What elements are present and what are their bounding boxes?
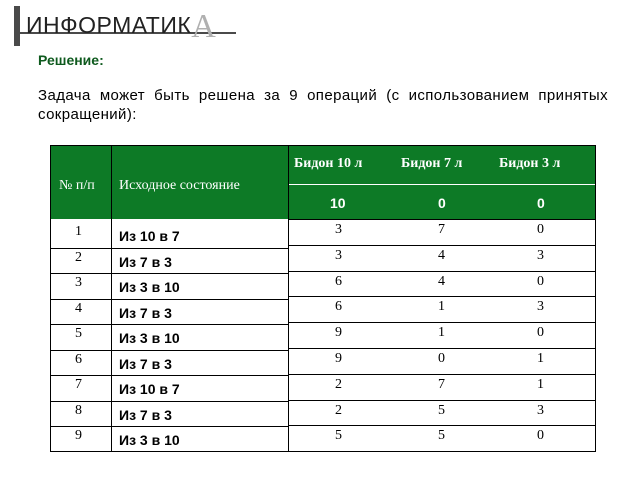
cell-can-3: 3 [537,299,544,315]
row-divider-right [288,296,595,297]
row-number: 1 [75,224,82,239]
row-divider-left [51,273,288,274]
row-number: 2 [75,249,82,265]
row-number: 3 [75,275,82,290]
row-operation: Из 7 в 3 [119,253,172,270]
row-number: 6 [75,351,82,367]
cell-can-10: 2 [335,402,342,418]
header-can-3: Бидон 3 л [499,156,561,171]
row-operation: Из 3 в 10 [119,279,180,295]
row-divider-left [51,299,288,300]
row-divider-right [288,245,595,246]
cell-can-3: 0 [537,325,544,341]
row-operation: Из 10 в 7 [119,381,180,397]
initial-can-3: 0 [537,195,545,211]
divider-state-column [288,146,289,451]
row-divider-right [288,322,595,323]
row-number: 7 [75,377,82,392]
logo-bar [14,6,20,46]
header-state: Исходное состояние [119,178,240,193]
cell-can-3: 0 [537,222,544,237]
row-divider-left [51,350,288,351]
row-divider-right [288,374,595,375]
row-operation: Из 7 в 3 [119,304,172,321]
row-number: 9 [75,428,82,443]
cell-can-7: 5 [438,402,445,418]
logo-last-letter: А [191,8,217,45]
header-can-7: Бидон 7 л [401,156,463,171]
initial-can-7: 0 [438,195,446,211]
task-paragraph: Задача может быть решена за 9 операций (с использованием принятых сокращений): [38,87,608,123]
header-number: № п/п [59,178,95,193]
cell-can-10: 6 [335,273,342,289]
cell-can-10: 3 [335,247,342,263]
row-number: 8 [75,402,82,418]
cell-can-10: 9 [335,351,342,366]
cell-can-7: 5 [438,428,445,444]
row-divider-right [288,271,595,272]
row-divider-right [288,400,595,401]
row-divider-left [51,375,288,376]
cell-can-7: 0 [438,351,445,366]
header-inner-divider [289,184,595,185]
row-divider-left [51,426,288,427]
cell-can-7: 4 [438,273,445,289]
row-number: 5 [75,326,82,341]
cell-can-3: 3 [537,247,544,263]
cell-can-3: 1 [537,376,544,392]
row-operation: Из 7 в 3 [119,355,172,372]
cell-can-7: 1 [438,325,445,341]
cell-can-7: 4 [438,247,445,263]
cell-can-7: 1 [438,299,445,315]
cell-can-10: 3 [335,222,342,237]
row-number: 4 [75,300,82,316]
solution-heading: Решение: [38,52,104,68]
cell-can-3: 0 [537,273,544,289]
cell-can-3: 1 [537,351,544,366]
header-can-10: Бидон 10 л [294,156,363,171]
header-bottom-line [288,219,595,220]
initial-can-10: 10 [330,195,346,211]
row-divider-right [288,348,595,349]
row-divider-left [51,248,288,249]
cell-can-10: 6 [335,299,342,315]
row-operation: Из 3 в 10 [119,330,180,346]
cell-can-7: 7 [438,222,445,237]
logo-text: ИНФОРМАТИК [26,12,192,38]
row-divider-left [51,401,288,402]
row-divider-right [288,425,595,426]
row-operation: Из 7 в 3 [119,406,172,423]
cell-can-10: 2 [335,376,342,392]
row-operation: Из 10 в 7 [119,228,180,244]
row-operation: Из 3 в 10 [119,432,180,448]
cell-can-3: 3 [537,402,544,418]
row-divider-left [51,324,288,325]
cell-can-10: 9 [335,325,342,341]
solution-table [50,145,596,452]
cell-can-7: 7 [438,376,445,392]
logo [26,4,217,45]
cell-can-3: 0 [537,428,544,444]
cell-can-10: 5 [335,428,342,444]
